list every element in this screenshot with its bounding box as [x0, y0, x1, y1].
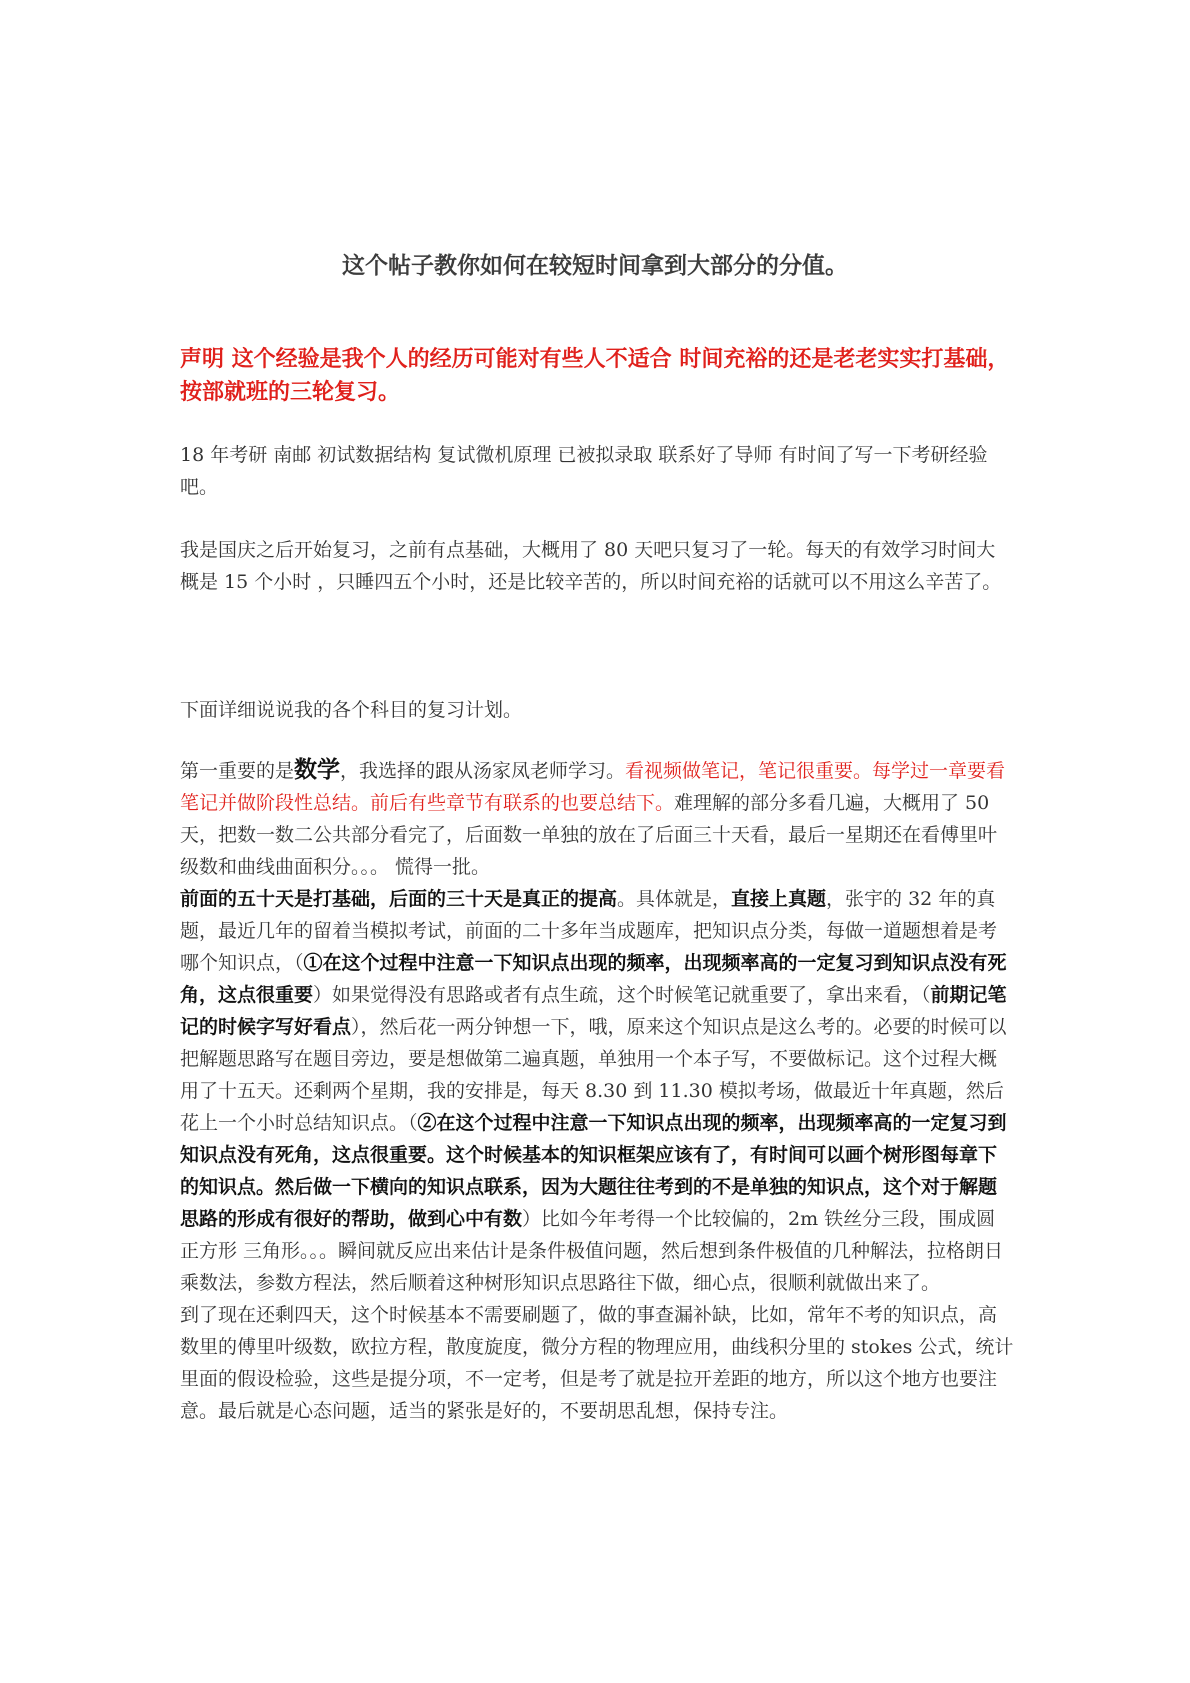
math-handwriting-note: 前期记笔记的时候字写好看点 — [180, 984, 1007, 1038]
math-text-5: 难理解的部分多看几遍，大概用了 50 天，把数一数二公共部分看完了，后面数一单独的放在了后面三十天看，最后一星期还在看傅里叶级数和曲线曲面积分。。。 慌得一批。 — [180, 792, 998, 878]
math-section — [180, 754, 1014, 1427]
math-text-1: 第一重要的是 — [180, 760, 295, 782]
math-text-17: 到了现在还剩四天，这个时候基本不需要刷题了，做的事查漏补缺，比如，常年不考的知识点，高数里的傅里叶级数，欧拉方程，散度旋度，微分方程的物理应用，曲线积分里的 stokes 公式，统计里面的假设检验，这些是提分项，不一定考，但是考了就是拉开差距的地方，所以这个地方也要注意。最后就是心态问题，适当的紧张是好的，不要胡思乱想，保持专注。 — [180, 1304, 1014, 1422]
math-text-9: ，张宇的 32 年的真题，最近几年的留着当模拟考试，前面的二十多年当成题库，把知识点分类，每做一道题想着是考哪个知识点，（ — [180, 888, 998, 974]
math-text-7: 。具体就是， — [617, 888, 732, 910]
math-circled-two: ② — [417, 1112, 437, 1134]
math-subject-label: 数学 — [294, 756, 341, 783]
math-frequency-note-1: ①在这个过程中注意一下知识点出现的频率，出现频率高的一定复习到知识点没有死角，这点很重要 — [180, 952, 1007, 1006]
math-text-3: ，我选择的跟从汤家凤老师学习。 — [340, 760, 626, 782]
math-text-16: ）比如今年考得一个比较偏的，2m 铁丝分三段，围成圆正方形 三角形。。。瞬间就反应出来估计是条件极值问题，然后想到条件极值的几种解法，拉格朗日乘数法，参数方程法，然后顺着这种树形知识点思路往下做，细心点，很顺利就做出来了。 — [180, 1208, 1004, 1294]
plan-intro-paragraph: 下面详细说说我的各个科目的复习计划。 — [180, 699, 523, 721]
math-real-exam-highlight: 直接上真题 — [731, 888, 827, 910]
math-note-highlight: 看视频做笔记，笔记很重要。每学过一章要看笔记并做阶段性总结。前后有些章节有联系的也要总结下。 — [180, 760, 1006, 814]
declaration: 声明 这个经验是我个人的经历可能对有些人不适合 时间充裕的还是老老实实打基础，按部就班的三轮复习。 — [180, 346, 1010, 405]
background-paragraph: 我是国庆之后开始复习，之前有点基础，大概用了 80 天吧只复习了一轮。每天的有效学习时间大概是 15 个小时 ，只睡四五个小时，还是比较辛苦的，所以时间充裕的话就可以不用这么辛苦了。 — [180, 539, 1002, 593]
math-text-13: ），然后花一两分钟想一下，哦，原来这个知识点是这么考的。必要的时候可以把解题思路写在题目旁边，要是想做第二遍真题，单独用一个本子写，不要做标记。这个过程大概用了十五天。还剩两个星期，我的安排是，每天 8.30 到 11.30 模拟考场，做最近十年真题，然后花上一个小时总结知识点。（ — [180, 1016, 1007, 1134]
math-frequency-note-2: 在这个过程中注意一下知识点出现的频率，出现频率高的一定复习到知识点没有死角，这点很重要。这个时候基本的知识框架应该有了，有时间可以画个树形图每章下的知识点。然后做一下横向的知识点联系，因为大题往往考到的不是单独的知识点，这个对于解题思路的形成有很好的帮助，做到心中有数 — [180, 1112, 1007, 1230]
math-phase-highlight: 前面的五十天是打基础，后面的三十天是真正的提高 — [180, 888, 618, 910]
math-text-11: ）如果觉得没有思路或者有点生疏，这个时候笔记就重要了，拿出来看，（ — [313, 984, 931, 1006]
post-title: 这个帖子教你如何在较短时间拿到大部分的分值。 — [342, 252, 848, 279]
intro-paragraph: 18 年考研 南邮 初试数据结构 复试微机原理 已被拟录取 联系好了导师 有时间了写一下考研经验吧。 — [180, 444, 988, 498]
